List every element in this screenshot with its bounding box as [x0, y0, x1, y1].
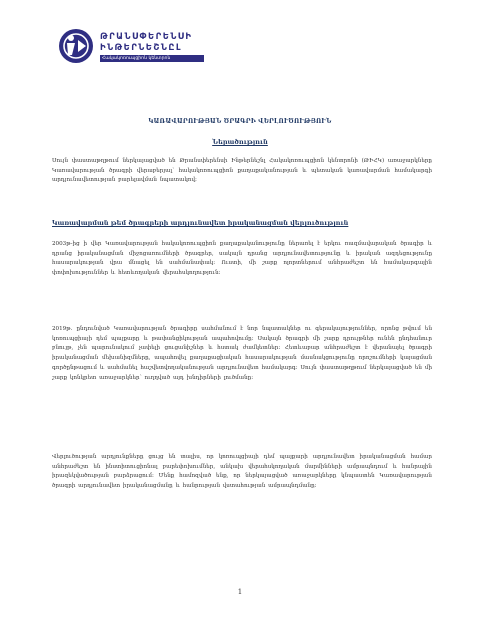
logo-tagline: Հակակոռուպցիոն կենտրոն	[100, 55, 204, 62]
organization-logo	[58, 28, 208, 68]
paragraph-2: 2003թ-ից ի վեր Կառավարության հակակոռուպցիոն քաղաքականությունը ներառել է երկու ռազմավարական ծրագիր և դրանց իրականացման միջոցառումների ծրագրեր, սակայն դրանց արդյունավետությունը և իրական ազդեցությունը հասարակության վրա մնացել են սահմանափակ։ Ուստի, մի շարք ոլորտներում անհրաժեշտ են համակարգային փոփոխություններ և հետևողական վերահսկողություն։	[52, 241, 432, 277]
document-subtitle: Ներածություն	[212, 138, 268, 146]
paragraph-4: Վերլուծության արդյունքները ցույց են տալիս, որ կոռուպցիայի դեմ պայքարի արդյունավետ իրականացման համար անհրաժեշտ են ինստիտուցիոնալ բարեփոխումներ, անկախ վերահսկողական մարմինների ամրապնդում և հանրային իրազեկվածության բարձրացում։ Մենք համոզված ենք, որ ներկայացված առաջարկները կնպաստեն Կառավարության ծրագրի արդյունավետ իրականացմանը և հանրության վստահության ամրապնդմանը։	[52, 454, 432, 490]
paragraph-3: 2019թ. ընդունված Կառավարության ծրագիրը սահմանում է նոր նպատակներ ու գերակայություններ, որոնց թվում են կոռուպցիայի դեմ պայքարը և թափանցիկության ապահովումը։ Սակայն ծրագրի մի շարք դրույթներ ունեն ընդհանուր բնույթ, չեն պարունակում չափելի ցուցանիշներ և հստակ ժամկետներ։ Հետևաբար անհրաժեշտ է վերանայել ծրագրի իրականացման մեխանիզմները, ապահովել քաղաքացիական հասարակության մասնակցությունը որոշումների կայացման գործընթացում և սահմանել հաշվետվողականության արդյունավետ համակարգ։ Սույն փաստաթղթում ներկայացված են մի շարք կոնկրետ առաջարկներ՝ ուղղված այդ խնդիրների լուծմանը։	[52, 326, 432, 381]
page-number: 1	[237, 588, 243, 596]
logo-line-2: ԻՆԹԵՐՆԵՇՆԸԼ	[100, 42, 183, 52]
document-title: ԿԱՌԱՎԱՐՈՒԹՅԱՆ ԾՐԱԳՐԻ ՎԵՐԼՈՒԾՈՒԹՅՈՒՆ	[148, 118, 332, 125]
section-heading: Կառավարման թեմ ծրագրերի արդյունավետ իրականացման վերլուծություն	[52, 219, 349, 227]
logo-wordmark	[100, 31, 210, 62]
paragraph-intro: Սույն փաստաթղթում ներկայացված են Թրանսփերենսի Ինթերնեշնլ Հակակոռուպցիոն կենտրոնի (ԹԻՀԿ) առաջարկները Կառավարության ծրագրի վերաբերյալ՝ հակակոռուպցիոն քաղաքականության և պետական կառավարման համակարգի արդյունավետության բարելավման նպատակով։	[52, 158, 432, 184]
globe-person-icon	[58, 28, 94, 64]
logo-line-1: ԹՐԱՆՍՓԵՐԵՆՍԻ	[100, 31, 193, 41]
